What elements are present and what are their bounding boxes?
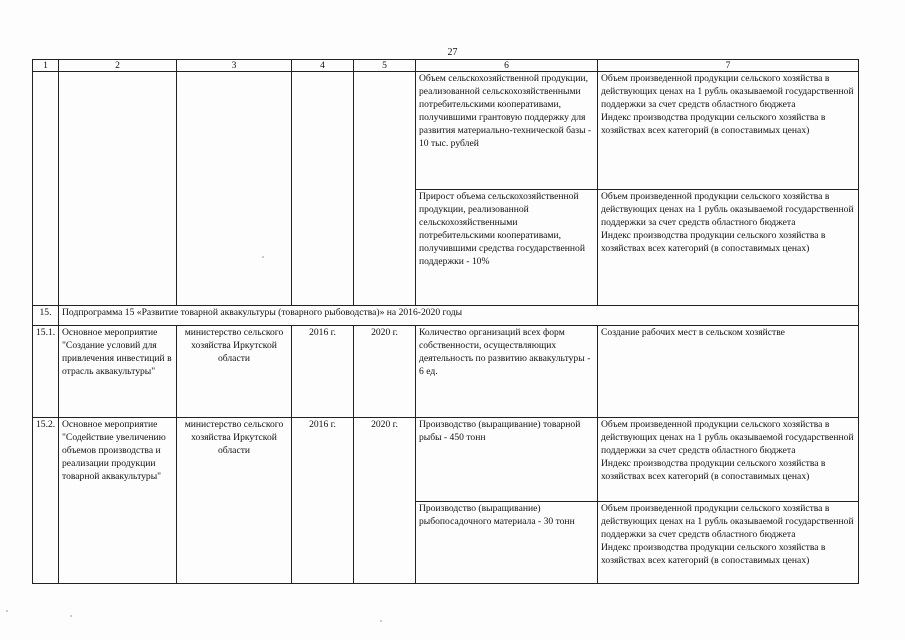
indicator-cell: Количество организаций всех форм собственности, осуществляющих деятельность по развитию аквакультуры - 6 ед. <box>416 326 598 418</box>
column-header: 5 <box>354 60 416 72</box>
table-row <box>33 72 859 190</box>
activities-table <box>32 59 859 584</box>
indicator-cell: Прирост объема сельскохозяйственной продукции, реализованной сельскохозяйственными потребительскими кооперативами, получившими средства государственной поддержки - 10% <box>416 190 598 306</box>
empty-cell <box>354 72 416 306</box>
header-row <box>33 60 859 72</box>
indicator-cell: Объем сельскохозяйственной продукции, реализованной сельскохозяйственными потребительскими кооперативами, получившими грантовую поддержку для развития материально-технической базы - 10 тыс. рублей <box>416 72 598 190</box>
column-header: 2 <box>59 60 177 72</box>
empty-cell <box>59 72 177 306</box>
scan-speck <box>6 610 8 612</box>
start-year-cell: 2016 г. <box>292 418 354 584</box>
scan-speck <box>380 620 382 622</box>
column-header: 1 <box>33 60 59 72</box>
scan-speck <box>70 615 72 617</box>
empty-cell <box>177 72 292 306</box>
indicator-cell: Производство (выращивание) товарной рыбы - 450 тонн <box>416 418 598 502</box>
table-row <box>33 326 859 418</box>
executor-cell: министерство сельского хозяйства Иркутской области <box>177 418 292 584</box>
table-row <box>33 418 859 502</box>
empty-cell <box>33 72 59 306</box>
page-number: 27 <box>447 47 458 58</box>
row-number: 15.1. <box>33 326 59 418</box>
column-header: 7 <box>598 60 859 72</box>
column-header: 4 <box>292 60 354 72</box>
activity-cell: Основное мероприятие "Создание условий для привлечения инвестиций в отрасль аквакультуры" <box>59 326 177 418</box>
empty-cell <box>292 72 354 306</box>
end-year-cell: 2020 г. <box>354 326 416 418</box>
scan-speck <box>262 256 264 258</box>
column-header: 6 <box>416 60 598 72</box>
activity-cell: Основное мероприятие "Содействие увеличению объемов производства и реализации продукции товарной аквакультуры" <box>59 418 177 584</box>
row-number: 15.2. <box>33 418 59 584</box>
start-year-cell: 2016 г. <box>292 326 354 418</box>
end-year-cell: 2020 г. <box>354 418 416 584</box>
result-cell: Объем произведенной продукции сельского хозяйства в действующих ценах на 1 рубль оказываемой государственной поддержки за счет средств областного бюджета Индекс производства продукции сельского хозяйства в хозяйствах всех категорий (в сопоставимых ценах) <box>598 190 859 306</box>
subprogram-title: Подпрограмма 15 «Развитие товарной аквакультуры (товарного рыбоводства)» на 2016-2020 годы <box>59 306 859 326</box>
executor-cell: министерство сельского хозяйства Иркутской области <box>177 326 292 418</box>
result-cell: Создание рабочих мест в сельском хозяйстве <box>598 326 859 418</box>
result-cell: Объем произведенной продукции сельского хозяйства в действующих ценах на 1 рубль оказываемой государственной поддержки за счет средств областного бюджета Индекс производства продукции сельского хозяйства в хозяйствах всех категорий (в сопоставимых ценах) <box>598 502 859 584</box>
row-number: 15. <box>33 306 59 326</box>
subprogram-row <box>33 306 859 326</box>
column-header: 3 <box>177 60 292 72</box>
indicator-cell: Производство (выращивание) рыбопосадочного материала - 30 тонн <box>416 502 598 584</box>
result-cell: Объем произведенной продукции сельского хозяйства в действующих ценах на 1 рубль оказываемой государственной поддержки за счет средств областного бюджета Индекс производства продукции сельского хозяйства в хозяйствах всех категорий (в сопоставимых ценах) <box>598 418 859 502</box>
result-cell: Объем произведенной продукции сельского хозяйства в действующих ценах на 1 рубль оказываемой государственной поддержки за счет средств областного бюджета Индекс производства продукции сельского хозяйства в хозяйствах всех категорий (в сопоставимых ценах) <box>598 72 859 190</box>
